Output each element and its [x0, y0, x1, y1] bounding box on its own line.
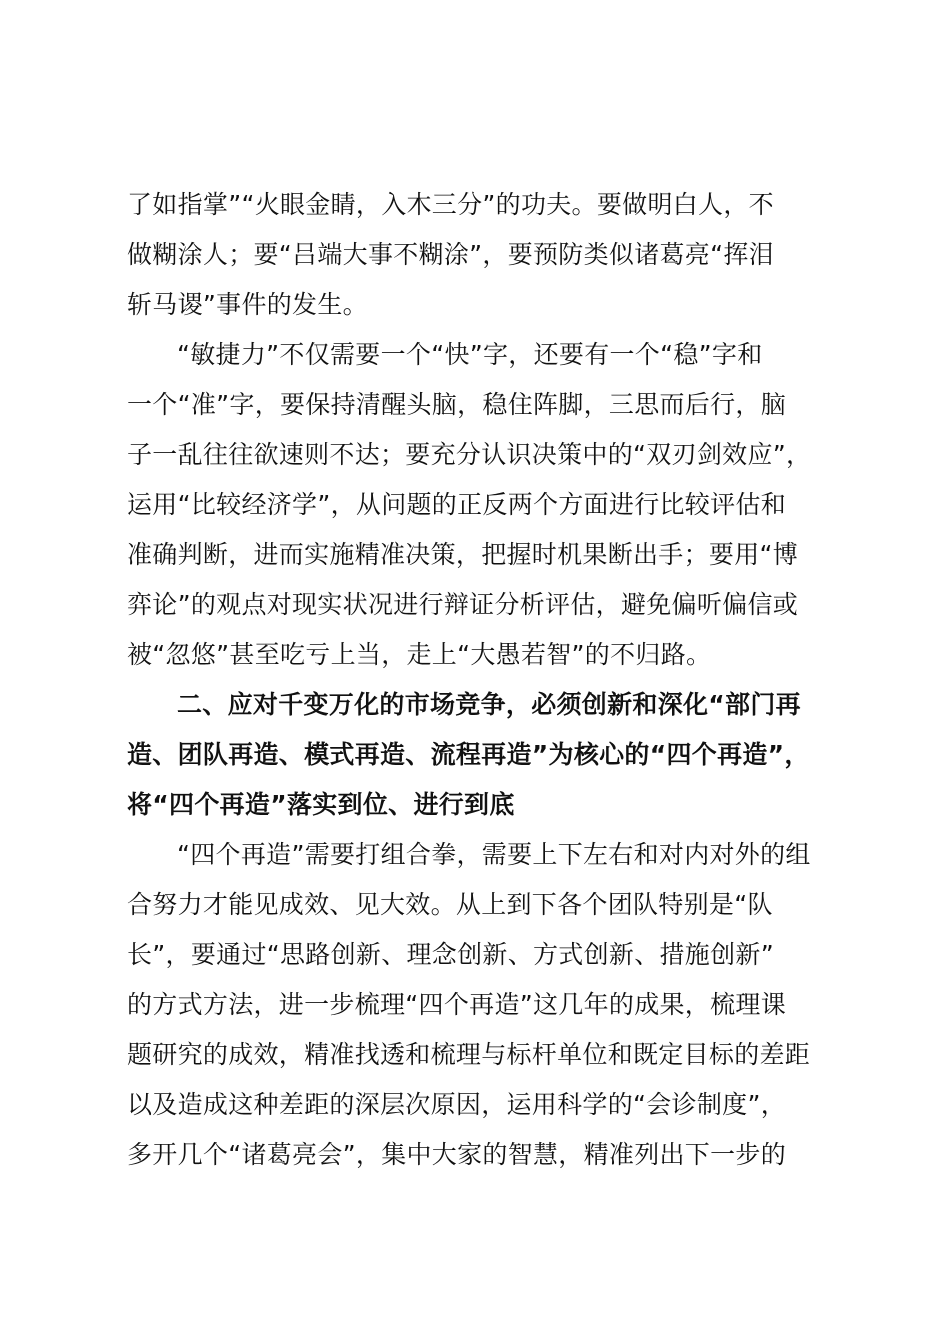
text-line: 题研究的成效，精准找透和梳理与标杆单位和既定目标的差距 [127, 1040, 811, 1069]
text-line: 子一乱往往欲速则不达；要充分认识决策中的“双刃剑效应”， [127, 440, 812, 469]
text-line: 以及造成这种差距的深层次原因，运用科学的“会诊制度”， [127, 1090, 787, 1119]
paragraph-first-line: “敏捷力”不仅需要一个“快”字，还要有一个“稳”字和 [177, 340, 763, 369]
text-line: 一个“准”字，要保持清醒头脑，稳住阵脚，三思而后行，脑 [127, 390, 787, 419]
text-line: 合努力才能见成效、见大效。从上到下各个团队特别是“队 [127, 890, 773, 919]
text-line: 弈论”的观点对现实状况进行辩证分析评估，避免偏听偏信或 [127, 590, 799, 619]
text-line: 准确判断，进而实施精准决策，把握时机果断出手；要用“博 [127, 540, 799, 569]
text-line: 斩马谡”事件的发生。 [127, 290, 368, 319]
section-heading-line: 造、团队再造、模式再造、流程再造”为核心的“四个再造”， [127, 740, 810, 769]
text-line: 了如指掌”“火眼金睛，入木三分”的功夫。要做明白人，不 [127, 190, 774, 219]
text-line: 的方式方法，进一步梳理“四个再造”这几年的成果，梳理课 [127, 990, 787, 1019]
text-line: 多开几个“诸葛亮会”，集中大家的智慧，精准列出下一步的 [127, 1140, 787, 1169]
text-line: 做糊涂人；要“吕端大事不糊涂”，要预防类似诸葛亮“挥泪 [127, 240, 774, 269]
section-heading-line: 二、应对千变万化的市场竞争，必须创新和深化“部门再 [177, 690, 801, 719]
text-line: 运用“比较经济学”，从问题的正反两个方面进行比较评估和 [127, 490, 787, 519]
text-line: 被“忽悠”甚至吃亏上当，走上“大愚若智”的不归路。 [127, 640, 712, 669]
text-line: 长”，要通过“思路创新、理念创新、方式创新、措施创新” [127, 940, 774, 969]
section-heading-line: 将“四个再造”落实到位、进行到底 [127, 790, 515, 819]
paragraph-first-line: “四个再造”需要打组合拳，需要上下左右和对内对外的组 [177, 840, 811, 869]
